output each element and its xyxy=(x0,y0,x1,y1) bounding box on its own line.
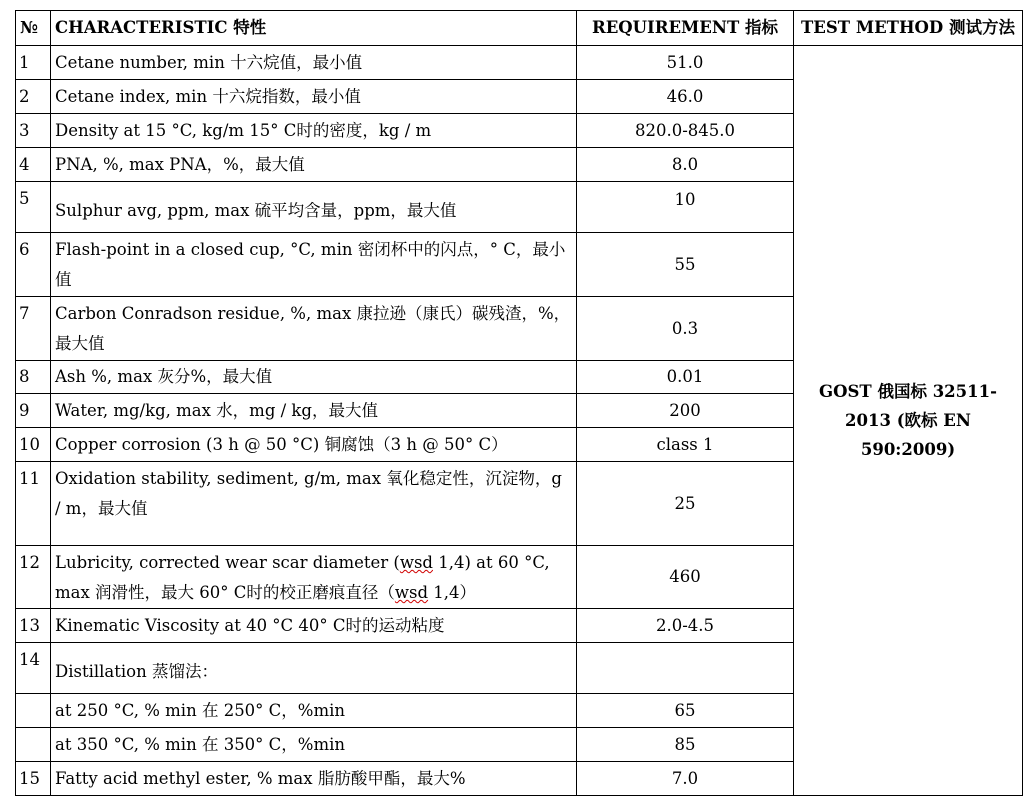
row-num: 13 xyxy=(16,609,51,643)
row-characteristic-part: 1,4) at 60 °C, max 润滑性，最大 60° C时的校正磨痕直径（ xyxy=(55,553,550,602)
row-num: 4 xyxy=(16,148,51,182)
row-characteristic-part: Lubricity, corrected wear scar diameter ( xyxy=(55,553,400,572)
row-num: 10 xyxy=(16,428,51,462)
test-method-cell: GOST 俄国标 32511-2013 (欧标 EN 590:2009) xyxy=(794,46,1023,796)
row-requirement: 0.3 xyxy=(577,297,794,361)
row-characteristic: Cetane number, min 十六烷值，最小值 xyxy=(51,46,577,80)
row-characteristic: at 250 °C, % min 在 250° C，%min xyxy=(51,694,577,728)
row-requirement: 820.0-845.0 xyxy=(577,114,794,148)
row-requirement: 85 xyxy=(577,728,794,762)
row-characteristic xyxy=(51,546,577,609)
row-requirement: 65 xyxy=(577,694,794,728)
header-test-method: TEST METHOD 测试方法 xyxy=(794,11,1023,46)
row-requirement: class 1 xyxy=(577,428,794,462)
row-requirement: 200 xyxy=(577,394,794,428)
row-requirement: 0.01 xyxy=(577,361,794,394)
header-num: № xyxy=(16,11,51,46)
row-num: 7 xyxy=(16,297,51,361)
row-requirement: 2.0-4.5 xyxy=(577,609,794,643)
row-characteristic: Fatty acid methyl ester, % max 脂肪酸甲酯，最大% xyxy=(51,762,577,796)
header-characteristic: CHARACTERISTIC 特性 xyxy=(51,11,577,46)
row-characteristic: Copper corrosion (3 h @ 50 °C) 铜腐蚀（3 h @ 50° C） xyxy=(51,428,577,462)
row-requirement: 7.0 xyxy=(577,762,794,796)
row-num: 5 xyxy=(16,182,51,233)
row-requirement: 55 xyxy=(577,233,794,297)
row-requirement: 46.0 xyxy=(577,80,794,114)
row-num: 12 xyxy=(16,546,51,609)
row-characteristic: Ash %, max 灰分%，最大值 xyxy=(51,361,577,394)
row-num: 9 xyxy=(16,394,51,428)
row-characteristic: Carbon Conradson residue, %, max 康拉逊（康氏）碳残渣，%，最大值 xyxy=(51,297,577,361)
row-requirement: 51.0 xyxy=(577,46,794,80)
row-characteristic: Density at 15 °C, kg/m 15° C时的密度，kg / m xyxy=(51,114,577,148)
header-requirement: REQUIREMENT 指标 xyxy=(577,11,794,46)
row-requirement: 8.0 xyxy=(577,148,794,182)
row-num: 1 xyxy=(16,46,51,80)
header-row xyxy=(16,11,1023,46)
row-characteristic-part: wsd xyxy=(394,583,429,602)
row-num: 15 xyxy=(16,762,51,796)
row-num: 2 xyxy=(16,80,51,114)
row-requirement xyxy=(577,643,794,694)
row-characteristic: Flash-point in a closed cup, °C, min 密闭杯中的闪点，° C，最小值 xyxy=(51,233,577,297)
row-requirement: 10 xyxy=(577,182,794,233)
row-characteristic: Oxidation stability, sediment, g/m, max 氧化稳定性，沉淀物，g / m，最大值 xyxy=(51,462,577,546)
row-num xyxy=(16,728,51,762)
row-characteristic: Water, mg/kg, max 水，mg / kg，最大值 xyxy=(51,394,577,428)
row-characteristic: Distillation 蒸馏法： xyxy=(51,643,577,694)
row-requirement: 25 xyxy=(577,462,794,546)
row-characteristic: PNA, %, max PNA，%，最大值 xyxy=(51,148,577,182)
row-characteristic: Sulphur avg, ppm, max 硫平均含量，ppm，最大值 xyxy=(51,182,577,233)
row-num xyxy=(16,694,51,728)
row-num: 11 xyxy=(16,462,51,546)
row-num: 6 xyxy=(16,233,51,297)
row-characteristic-part: wsd xyxy=(399,553,433,572)
row-characteristic-part: 1,4） xyxy=(428,583,477,602)
row-num: 3 xyxy=(16,114,51,148)
row-characteristic: at 350 °C, % min 在 350° C，%min xyxy=(51,728,577,762)
row-num: 14 xyxy=(16,643,51,694)
specification-table xyxy=(15,10,1023,796)
row-characteristic: Kinematic Viscosity at 40 °C 40° C时的运动粘度 xyxy=(51,609,577,643)
row-characteristic: Cetane index, min 十六烷指数，最小值 xyxy=(51,80,577,114)
row-num: 8 xyxy=(16,361,51,394)
row-requirement: 460 xyxy=(577,546,794,609)
table-row xyxy=(16,46,1023,80)
